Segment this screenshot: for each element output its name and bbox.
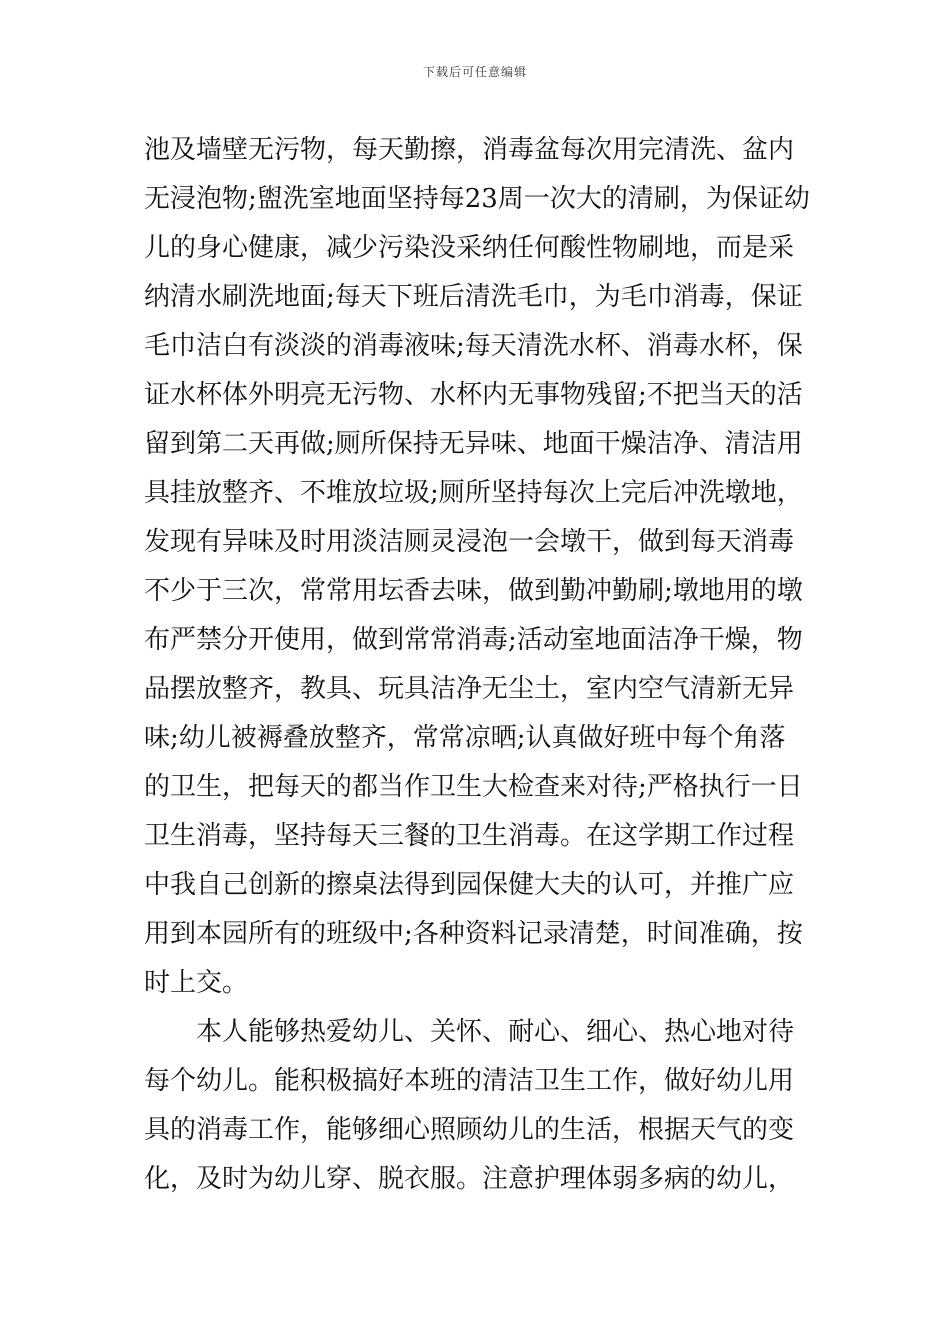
text-line: 每个幼儿。能积极搞好本班的清洁卫生工作，做好幼儿用 [144,1066,795,1096]
text-line: 证水杯体外明亮无污物、水杯内无事物残留;不把当天的活 [144,380,803,410]
text-line: 不少于三次，常常用坛香去味，做到勤冲勤刷;墩地用的墩 [144,576,803,606]
text-line: 化，及时为幼儿穿、脱衣服。注意护理体弱多病的幼儿， [144,1164,795,1194]
page-header-note: 下载后可任意编辑 [422,65,527,79]
document-body [144,126,808,1204]
text-line-indented: 本人能够热爱幼儿、关怀、耐心、细心、热心地对待 [196,1017,795,1047]
text-line: 具挂放整齐、不堆放垃圾;厕所坚持每次上完后冲洗墩地， [144,478,803,508]
text-line: 卫生消毒，坚持每天三餐的卫生消毒。在这学期工作过程 [144,821,795,851]
text-line: 留到第二天再做;厕所保持无异味、地面干燥洁净、清洁用 [144,429,803,459]
text-line: 毛巾洁白有淡淡的消毒液味;每天清洗水杯、消毒水杯，保 [144,331,803,361]
text-line: 时上交。 [144,968,249,998]
text-line: 纳清水刷洗地面;每天下班后清洗毛巾，为毛巾消毒，保证 [144,282,803,312]
text-line: 池及墙壁无污物，每天勤擦，消毒盆每次用完清洗、盆内 [144,135,795,165]
text-line: 品摆放整齐，教具、玩具洁净无尘土，室内空气清新无异 [144,674,795,704]
text-line: 儿的身心健康，减少污染没采纳任何酸性物刷地，而是采 [144,233,795,263]
paragraph-2 [144,1008,808,1204]
text-line: 无浸泡物;盥洗室地面坚持每23周一次大的清刷，为保证幼 [144,184,810,214]
text-line: 中我自己创新的擦桌法得到园保健大夫的认可，并推广应 [144,870,795,900]
text-line: 具的消毒工作，能够细心照顾幼儿的生活，根据天气的变 [144,1115,795,1145]
text-line: 发现有异味及时用淡洁厕灵浸泡一会墩干，做到每天消毒 [144,527,795,557]
text-line: 味;幼儿被褥叠放整齐，常常凉晒;认真做好班中每个角落 [144,723,786,753]
text-line: 用到本园所有的班级中;各种资料记录清楚，时间准确，按 [144,919,803,949]
text-line: 的卫生，把每天的都当作卫生大检查来对待;严格执行一日 [144,772,803,802]
paragraph-1 [144,126,808,1008]
text-line: 布严禁分开使用，做到常常消毒;活动室地面洁净干燥，物 [144,625,803,655]
